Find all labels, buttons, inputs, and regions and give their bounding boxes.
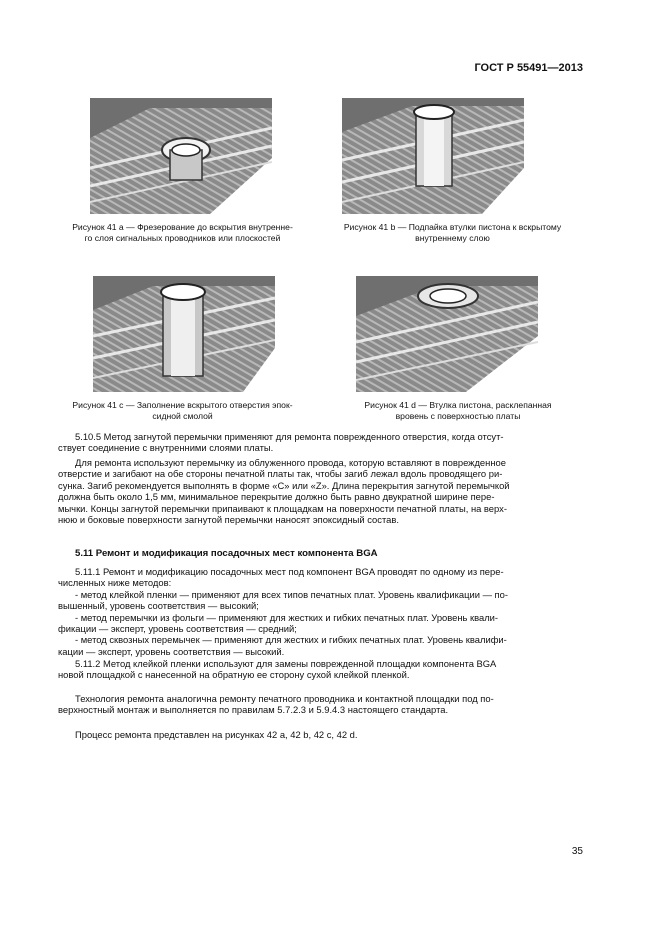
milled-hole-icon [90,98,272,214]
figure-41d-caption: Рисунок 41 d — Втулка пистона, расклепанная вровень с поверхностью платы [364,400,552,421]
figure-41a-caption: Рисунок 41 a — Фрезерование до вскрытия внутренне- го слоя сигнальных проводников или плоскостей [72,222,293,243]
figure-41c-image [93,276,275,392]
paragraph-5-11-1: 5.11.1 Ремонт и модификацию посадочных мест под компонент BGA проводят по одному из пере- численных ниже методов: - метод клейкой пленки — применяют для всех типов печатных плат. Уровень квалификации — по- вышенный, уровень соответствия — высокий; - метод перемычки из фольги — применяют для жестких и гибких печатных плат. Уровень квали- фикации — эксперт, уровень соответствия — средний; - метод сквозных перемычек — применяют для жестких и гибких печатных плат. Уровень квалифи- кации — эксперт, уровень соответствия — высокий. [58,566,508,657]
paragraph-5-11-2: 5.11.2 Метод клейкой пленки используют для замены поврежденной площадки компонента BGA новой площадкой с нанесенной на обратную ее сторону сухой клейкой пленкой. [58,658,497,681]
figure-41a-image [90,98,272,214]
paragraph-5-10-5: 5.10.5 Метод загнутой перемычки применяют для ремонта поврежденного отверстия, когда отсут- ствует соединение с внутренними слоями платы. [58,431,504,454]
paragraph-technology: Технология ремонта аналогична ремонту печатного проводника и контактной площадки под по- верхностный монтаж и выполняется по правилам 5.7.2.3 и 5.9.4.3 настоящего стандарта. [58,693,494,716]
epoxy-filled-hole-icon [93,276,275,392]
paragraph-process: Процесс ремонта представлен на рисунках 42 a, 42 b, 42 c, 42 d. [75,729,358,740]
document-header: ГОСТ Р 55491—2013 [474,62,583,74]
figure-41d-image [356,276,538,392]
figure-41c-caption: Рисунок 41 c — Заполнение вскрытого отверстия эпок- сидной смолой [72,400,293,421]
soldered-sleeve-icon [342,98,524,214]
paragraph-jumper: Для ремонта используют перемычку из облуженного провода, которую вставляют в поврежденное отверстие и загибают на обе стороны печатной платы так, чтобы загиб лежал вдоль проводящего ри- сунка. Загиб рекомендуется выполнять в форме «С» или «Z». Длина перекрытия загнутой перемычкой должна быть около 1,5 мм, минимальное перекрытие должно быть равно двукратной ширине пере- мычки. Концы загнутой перемычки припаивают к площадкам на поверхности печатной платы, на верх- нюю и боковые поверхности загнутой перемычки наносят эпоксидный состав. [58,457,510,526]
section-heading-5-11: 5.11 Ремонт и модификация посадочных мест компонента BGA [75,548,378,559]
figure-41b-image [342,98,524,214]
page-number: 35 [571,846,583,857]
flared-sleeve-icon [356,276,538,392]
figure-41b-caption: Рисунок 41 b — Подпайка втулки пистона к вскрытому внутреннему слою [343,222,562,243]
